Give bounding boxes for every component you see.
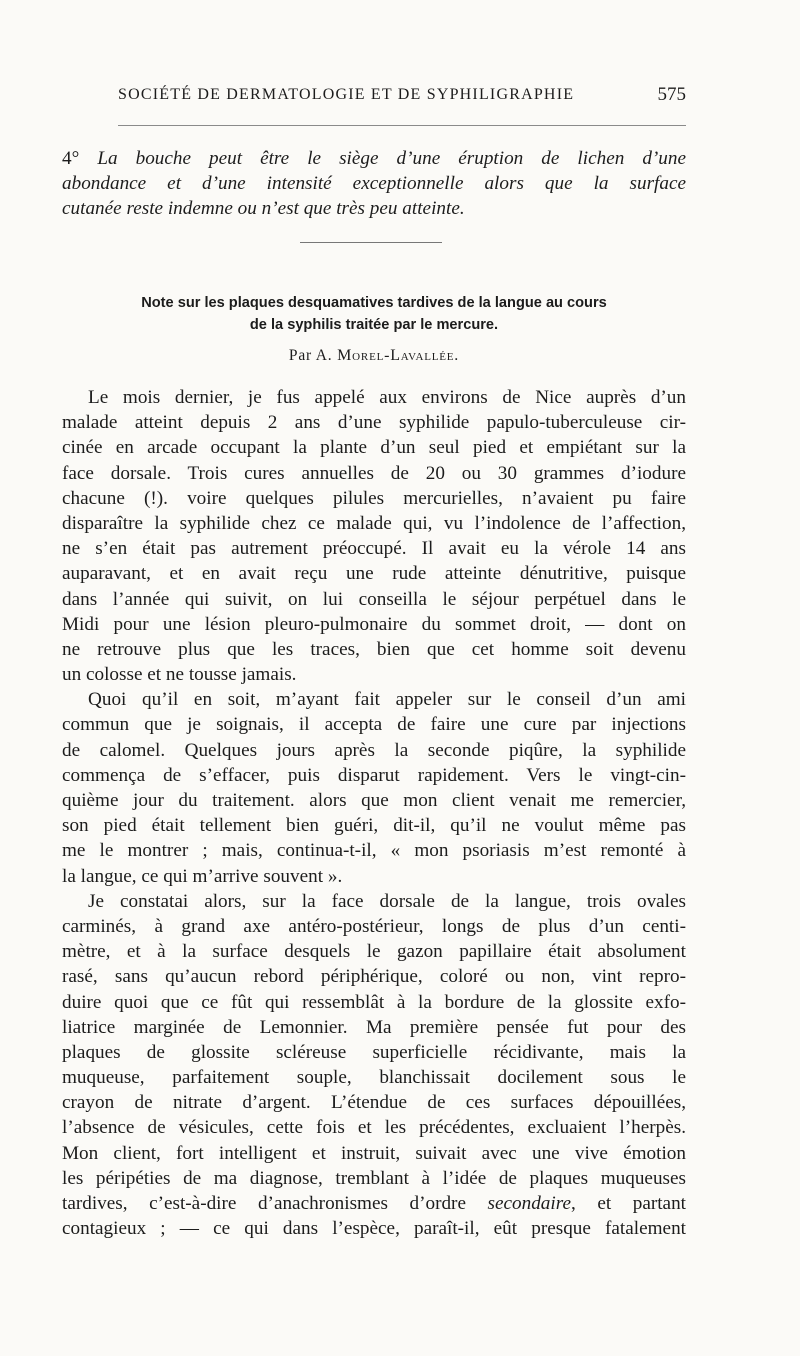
article-title-line: de la syphilis traitée par le mercure.: [249, 317, 499, 333]
body-line: liatrice marginée de Lemonnier. Ma première pensée fut pour des: [62, 1016, 686, 1038]
body-line: muqueuse, parfaitement souple, blanchissait docilement sous le: [62, 1067, 686, 1089]
author-name: Morel-Lavallée.: [337, 347, 460, 364]
body-line: crayon de nitrate d’argent. L’étendue de ces surfaces dépouillées,: [62, 1092, 686, 1114]
body-line: me le montrer ; mais, continua-t-il, « mon psoriasis m’est remonté à: [62, 840, 686, 862]
body-line: Le mois dernier, je fus appelé aux environs de Nice auprès d’un: [88, 387, 686, 408]
article-title-line: Note sur les plaques desquamatives tardives de la langue au cours: [141, 295, 607, 311]
intro-line: 4° La bouche peut être le siège d’une éruption de lichen d’une: [62, 148, 687, 169]
body-line: de calomel. Quelques jours après la seconde piqûre, la syphilide: [62, 739, 686, 761]
body-line: quième jour du traitement. alors que mon client venait me remercier,: [62, 790, 686, 811]
body-line: Quoi qu’il en soit, m’ayant fait appeler sur le conseil d’un ami: [88, 689, 686, 711]
body-line: Mon client, fort intelligent et instruit, suivait avec une vive émotion: [62, 1142, 686, 1164]
body-line: malade atteint depuis 2 ans d’une syphilide papulo-tuberculeuse cir-: [62, 412, 686, 434]
article-title: [62, 292, 686, 336]
intro-paragraph: [62, 146, 686, 222]
body-line: commença de s’effacer, puis disparut rapidement. Vers le vingt-cin-: [62, 764, 686, 786]
section-divider: [300, 242, 442, 243]
body-line: tardives, c’est-à-dire d’anachronismes d’ordre secondaire, et partant: [62, 1193, 686, 1214]
body-line: disparaître la syphilide chez ce malade qui, vu l’indolence de l’affection,: [62, 512, 686, 534]
emphasis-text: secondaire: [487, 1193, 571, 1214]
body-line: ne retrouve plus que les traces, bien que cet homme soit devenu: [62, 638, 686, 660]
body-line: carminés, à grand axe antéro-postérieur, longs de plus d’un centi-: [62, 915, 686, 937]
body-line: face dorsale. Trois cures annuelles de 20 ou 30 grammes d’iodure: [62, 462, 686, 484]
author-prefix: Par A.: [288, 347, 333, 364]
body-line: plaques de glossite scléreuse superficielle récidivante, mais la: [62, 1041, 686, 1063]
body-line: Midi pour une lésion pleuro-pulmonaire du sommet droit, — dont on: [62, 613, 686, 635]
page-number: 575: [657, 84, 686, 105]
body-line: dans l’année qui suivit, on lui conseilla le séjour perpétuel dans le: [62, 588, 686, 610]
body-line: chacune (!). voire quelques pilules mercurielles, n’avaient pu faire: [62, 487, 686, 509]
body-line: rasé, sans qu’aucun rebord périphérique, coloré ou non, vint repro-: [62, 966, 686, 988]
body-line: la langue, ce qui m’arrive souvent ».: [62, 865, 343, 887]
intro-line: abondance et d’une intensité exceptionnelle alors que la surface: [62, 173, 686, 195]
body-line: les péripéties de ma diagnose, tremblant à l’idée de plaques muqueuses: [62, 1167, 686, 1189]
body-line: ne s’en était pas autrement préoccupé. Il avait eu la vérole 14 ans: [62, 538, 686, 560]
body-line: mètre, et à la surface desquels le gazon papillaire était absolument: [62, 941, 686, 963]
page-header: [118, 84, 686, 114]
header-rule: [118, 125, 686, 126]
body-line: son pied était tellement bien guéri, dit-il, qu’il ne voulut même pas: [62, 815, 686, 837]
running-head: SOCIÉTÉ DE DERMATOLOGIE ET DE SYPHILIGRAPHIE: [118, 86, 575, 103]
intro-line: cutanée reste indemne ou n’est que très peu atteinte.: [62, 198, 465, 220]
body-line: auparavant, et en avait reçu une rude atteinte dénutritive, puisque: [62, 563, 686, 585]
body-line: l’absence de vésicules, cette fois et les précédentes, excluaient l’herpès.: [62, 1117, 686, 1139]
body-line: Je constatai alors, sur la face dorsale de la langue, trois ovales: [88, 890, 686, 912]
body-line: duire quoi que ce fût qui ressemblât à la bordure de la glossite exfo-: [62, 991, 686, 1013]
body-line: commun que je soignais, il accepta de faire une cure par injections: [62, 714, 686, 736]
body-line: un colosse et ne tousse jamais.: [62, 664, 297, 686]
body-line: cinée en arcade occupant la plante d’un seul pied et empiétant sur la: [62, 437, 686, 459]
author-line: [62, 347, 686, 365]
article-body: [62, 385, 686, 1241]
body-line: contagieux ; — ce qui dans l’espèce, paraît-il, eût presque fatalement: [62, 1218, 686, 1240]
intro-number: 4°: [62, 148, 80, 169]
